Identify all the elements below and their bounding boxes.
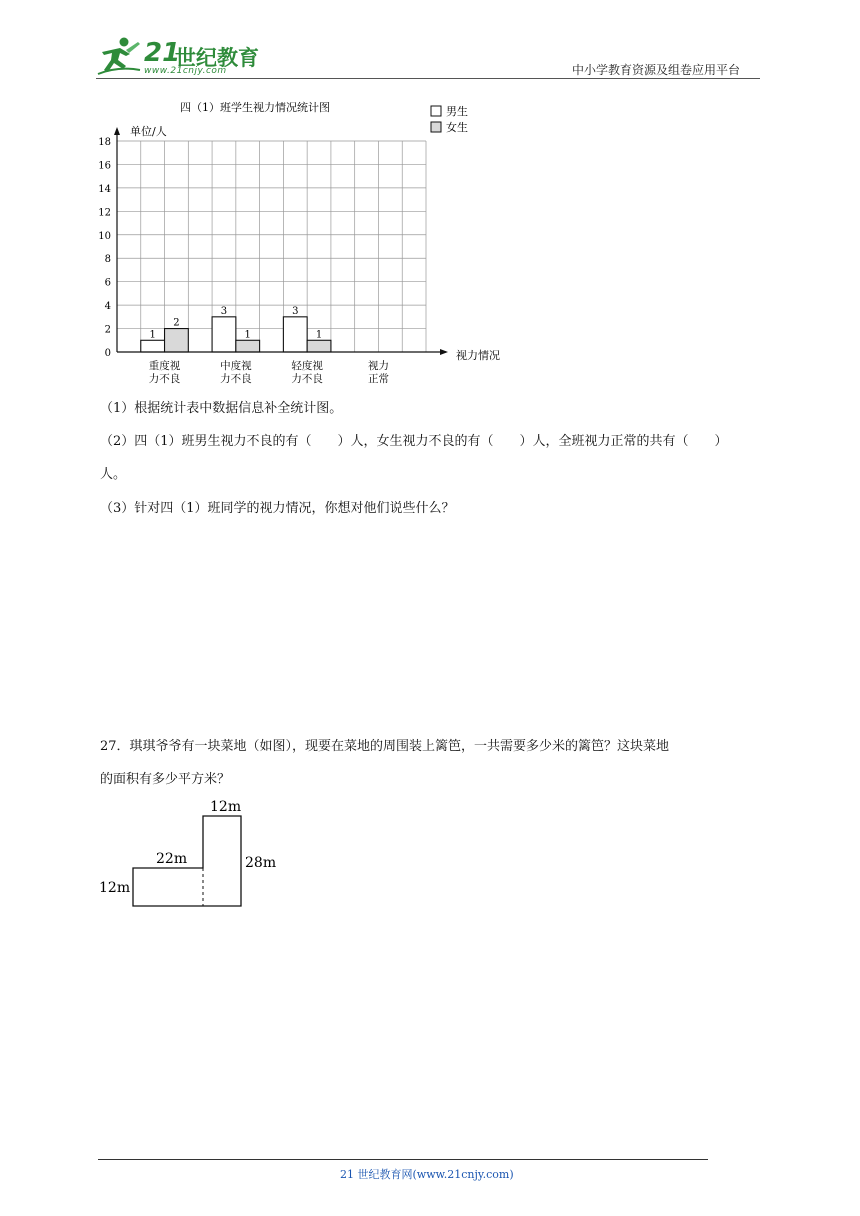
bar-value-label: 3	[292, 305, 299, 317]
bar	[212, 317, 236, 352]
header	[0, 0, 860, 80]
bar	[141, 340, 165, 352]
chart-legend	[431, 104, 468, 134]
y-tick-label: 18	[98, 137, 111, 148]
chart-y-label: 单位/人	[130, 125, 167, 138]
x-category-label: 力不良	[291, 373, 323, 385]
y-tick-label: 14	[98, 183, 111, 195]
bar-value-label: 1	[315, 329, 323, 341]
y-axis-arrow	[114, 127, 120, 135]
bar	[283, 317, 307, 352]
legend-swatch	[431, 106, 441, 116]
bar-value-label: 2	[173, 317, 180, 329]
chart-x-label: 视力情况	[456, 349, 500, 362]
x-category-label: 中度视	[220, 360, 252, 372]
x-category-label: 视力	[367, 360, 389, 372]
x-category-label: 力不良	[220, 373, 252, 385]
y-tick-label: 2	[104, 324, 111, 336]
label-top-width: 12m	[210, 799, 242, 815]
y-tick-label: 4	[104, 301, 111, 313]
logo-number: 21	[144, 38, 181, 68]
label-right-height: 28m	[245, 855, 277, 871]
x-category-label: 正常	[367, 373, 389, 385]
vegetable-field-figure	[95, 795, 285, 915]
chart-grid	[117, 141, 426, 352]
x-category-label: 轻度视	[291, 360, 323, 372]
header-divider	[96, 78, 760, 79]
y-tick-label: 0	[104, 348, 111, 359]
y-tick-label: 16	[98, 160, 111, 172]
vision-bar-chart	[90, 95, 520, 395]
bar-value-label: 1	[149, 329, 156, 341]
bar-value-label: 1	[244, 329, 251, 341]
y-tick-label: 6	[104, 277, 111, 289]
bar	[236, 340, 260, 352]
logo-text: 世纪教育	[175, 46, 259, 70]
y-tick-label: 10	[98, 230, 111, 242]
question-27-line1: 27．琪琪爷爷有一块菜地（如图），现要在菜地的周围装上篱笆，一共需要多少米的篱笆？这块菜地	[100, 739, 670, 754]
bar	[165, 329, 189, 352]
x-category-label: 重度视	[148, 360, 181, 372]
y-tick-label: 12	[98, 207, 111, 219]
label-left-height: 12m	[99, 880, 131, 896]
question-27-line2: 的面积有多少平方米？	[100, 772, 231, 787]
logo-url: www.21cnjy.com	[144, 66, 227, 76]
footer-divider	[98, 1159, 708, 1160]
question-2-line2: 人。	[100, 467, 127, 482]
bar-value-label: 3	[220, 305, 228, 317]
question-2-line1: （2）四（1）班男生视力不良的有（ ）人，女生视力不良的有（ ）人，全班视力正常的共有（ ）	[100, 434, 728, 449]
footer-text: 21 世纪教育网(www.21cnjy.com)	[340, 1168, 514, 1181]
question-1: （1）根据统计表中数据信息补全统计图。	[100, 401, 343, 416]
runner-logo-icon	[96, 36, 142, 76]
x-category-label: 力不良	[148, 373, 181, 385]
platform-name: 中小学教育资源及组卷应用平台	[572, 63, 741, 77]
legend-swatch	[431, 122, 441, 132]
question-3: （3）针对四（1）班同学的视力情况，你想对他们说些什么？	[100, 501, 455, 516]
legend-label: 男生	[446, 105, 468, 118]
chart-title: 四（1）班学生视力情况统计图	[180, 101, 330, 114]
y-tick-label: 8	[104, 254, 111, 266]
label-left-width: 22m	[156, 851, 188, 867]
x-axis-arrow	[440, 349, 448, 355]
legend-label: 女生	[446, 121, 468, 134]
bar	[307, 340, 331, 352]
